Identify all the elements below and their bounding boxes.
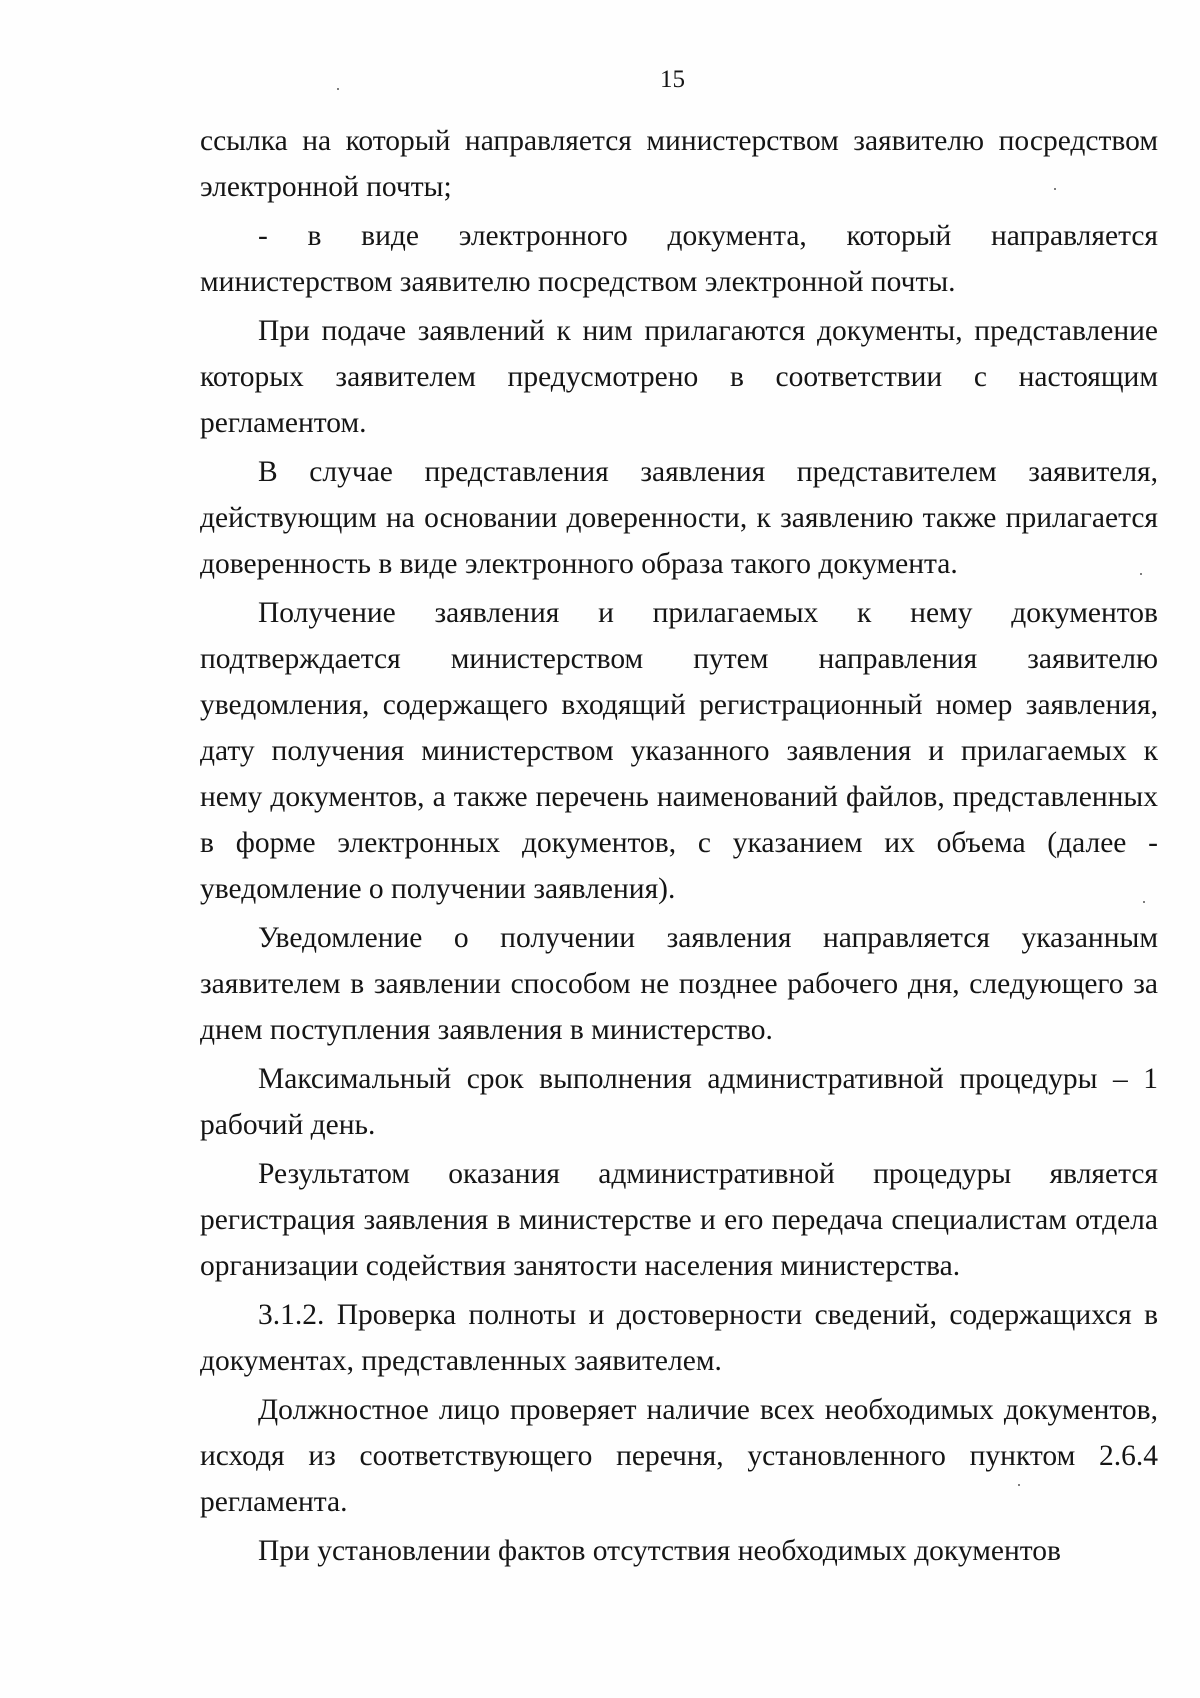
paragraph-representative: В случае представления заявления представителем заявителя, действующим на основании доверенности, к заявлению также прилагается доверенность в виде электронного образа такого документа.	[200, 456, 1158, 580]
scan-speck	[1143, 901, 1145, 903]
scan-speck	[1140, 573, 1142, 575]
paragraph-continuation: ссылка на который направляется министерством заявителю посредством электронной почты;	[200, 125, 1158, 203]
paragraph-attached-documents: При подаче заявлений к ним прилагаются документы, представление которых заявителем предусмотрено в соответствии с настоящим регламентом.	[200, 315, 1158, 439]
scan-speck	[1054, 188, 1056, 190]
page-number: 15	[660, 66, 685, 93]
paragraph-notification: Уведомление о получении заявления направляется указанным заявителем в заявлении способом не позднее рабочего дня, следующего за днем поступления заявления в министерство.	[200, 922, 1158, 1046]
paragraph-official-check: Должностное лицо проверяет наличие всех необходимых документов, исходя из соответствующего перечня, установленного пунктом 2.6.4 регламента.	[200, 1394, 1158, 1518]
paragraph-missing-documents: При установлении фактов отсутствия необходимых документов	[258, 1535, 1061, 1567]
paragraph-max-duration: Максимальный срок выполнения административной процедуры – 1 рабочий день.	[200, 1063, 1158, 1141]
paragraph-result: Результатом оказания административной процедуры является регистрация заявления в министерстве и его передача специалистам отдела организации содействия занятости населения министерства.	[200, 1158, 1158, 1282]
document-body	[200, 118, 1158, 1577]
paragraph-electronic-document: - в виде электронного документа, который направляется министерством заявителю посредством электронной почты.	[200, 220, 1158, 298]
scan-speck	[1018, 1484, 1020, 1486]
paragraph-section-3-1-2: 3.1.2. Проверка полноты и достоверности сведений, содержащихся в документах, представленных заявителем.	[200, 1299, 1158, 1377]
paragraph-receipt-confirmation: Получение заявления и прилагаемых к нему документов подтверждается министерством путем направления заявителю уведомления, содержащего входящий регистрационный номер заявления, дату получения министерством указанного заявления и прилагаемых к нему документов, а также перечень наименований файлов, представленных в форме электронных документов, с указанием их объема (далее - уведомление о получении заявления).	[200, 597, 1158, 905]
scan-speck	[337, 88, 339, 90]
